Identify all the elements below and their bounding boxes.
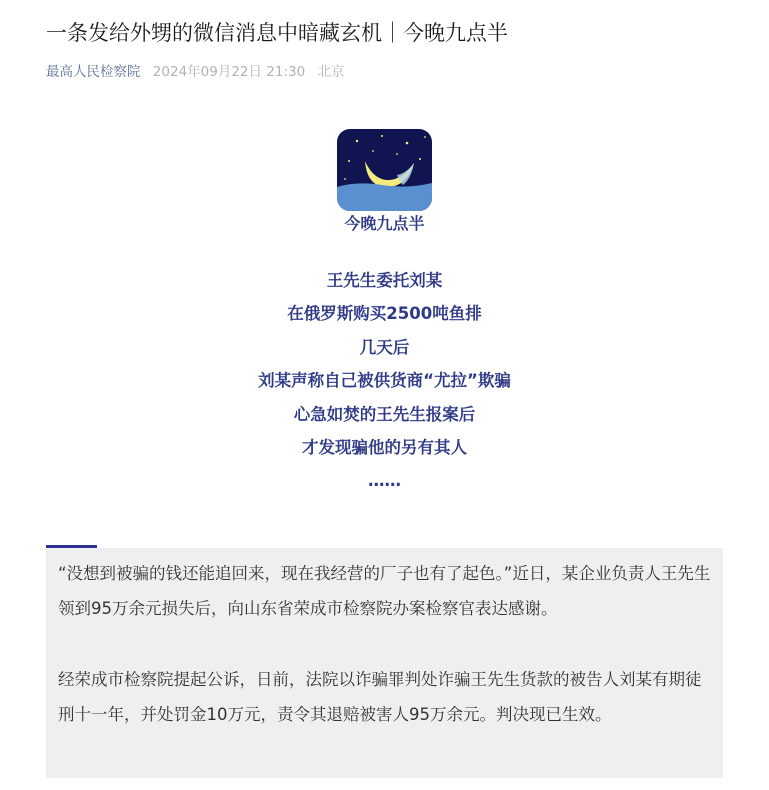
intro-line: 王先生委托刘某: [326, 271, 443, 290]
intro-line: 几天后: [359, 337, 410, 357]
article-meta: [46, 62, 345, 82]
intro-line: 心急如焚的王先生报案后: [293, 404, 476, 424]
body-paragraph-2: 经荣成市检察院提起公诉，日前，法院以诈骗罪判处诈骗王先生货款的被告人刘某有期徒刑十一年，并处罚金10万元，责令其退赔被害人95万余元。判决现已生效。: [58, 670, 702, 724]
publish-location: 北京: [317, 64, 345, 80]
account-name-link[interactable]: 最高人民检察院: [46, 64, 141, 80]
quote-box: [46, 548, 723, 778]
intro-line: 刘某声称自己被供货商“尤拉”欺骗: [258, 371, 511, 391]
logo-caption: 今晚九点半: [344, 214, 425, 233]
intro-lines: [0, 264, 769, 498]
intro-ellipsis: ……: [368, 471, 401, 491]
intro-line: 在俄罗斯购买2500吨鱼排: [287, 304, 482, 324]
article-title: 一条发给外甥的微信消息中暗藏玄机｜今晚九点半: [46, 21, 508, 45]
publish-date: 2024年09月22日 21:30: [152, 64, 306, 80]
body-paragraph-1: “没想到被骗的钱还能追回来，现在我经营的厂子也有了起色。”近日，某企业负责人王先生领到95万余元损失后，向山东省荣成市检察院办案检察官表达感谢。: [58, 564, 711, 618]
moon-night-icon: [337, 129, 432, 211]
intro-line: 才发现骗他的另有其人: [302, 438, 467, 458]
